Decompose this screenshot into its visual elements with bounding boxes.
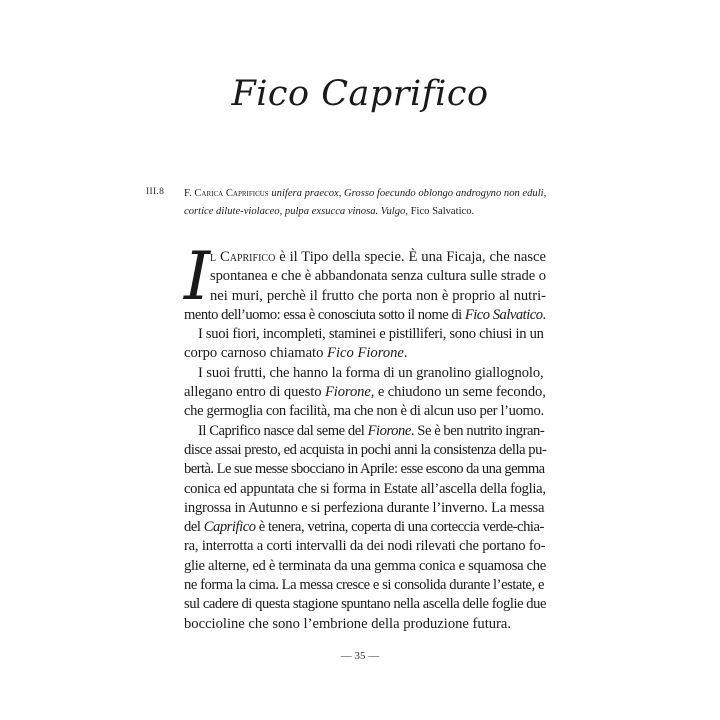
latin-description-1: unifera praecox, Grosso foecundo oblongo androgyno non eduli, [268,188,547,199]
latin-description-2: cortice dilute-violaceo, pulpa exsucca vinosa. Vulgo, [184,206,408,217]
page-number: — 35 — [340,650,380,662]
paragraph-4-line-6: del Caprifico è tenera, vetrina, coperta di una corteccia verde-chia- [184,519,544,536]
paragraph-4-line-2: disce assai presto, ed acquista in pochi anni la consistenza della pu- [184,441,547,458]
botanical-citation [184,185,546,221]
paragraph-4-line-5: ingrossa in Autunno e si perfeziona durante l’inverno. La messa [184,499,545,516]
paragraph-1-line-2: spontanea e che è abbandonata senza cultura sulle strade o [210,268,546,285]
reference-label: III.8 [146,187,165,197]
paragraph-4-line-9: ne forma la cima. La messa cresce e si consolida durante l’estate, e [184,577,545,594]
paragraph-4-line-7: ra, interrotta a corti intervalli da dei nodi rilevati che portano fo- [184,538,546,555]
paragraph-1-line-4: mento dell’uomo: essa è conosciuta sotto il nome di Fico Salvatico. [184,306,546,323]
vulgar-name: Fico Salvatico. [407,206,475,217]
paragraph-1-line-1: l Caprifico è il Tipo della specie. È una Ficaja, che nasce [210,249,547,265]
paragraph-4-line-11: boccioline che sono l’embrione della produzione futura. [184,615,512,632]
paragraph-3-line-3: che germoglia con facilità, ma che non è di alcun uso per l’uomo. [184,403,544,420]
paragraph-4-line-3: bertà. Le sue messe sbocciano in Aprile: esse escono da una gemma [184,461,545,478]
drop-cap: I [184,238,211,315]
species-name: F. Carica Caprificus [184,188,269,199]
paragraph-4-line-8: glie alterne, ed è terminata da una gemma conica e squamosa che [184,557,546,574]
paragraph-3-line-2: allegano entro di questo Fiorone, e chiudono un seme fecondo, [184,384,546,401]
paragraph-2-line-2: corpo carnoso chiamato Fico Fiorone. [184,345,408,362]
paragraph-1-line-3: nei muri, perchè il frutto che porta non è proprio al nutri- [210,287,546,304]
paragraph-2-line-1: I suoi fiori, incompleti, staminei e pistilliferi, sono chiusi in un [198,326,544,343]
paragraph-4-line-10: sul cadere di questa stagione spuntano nella ascella delle foglie due [184,596,547,613]
paragraph-4-line-4: conica ed appuntata che si forma in Estate all’ascella della foglia, [184,480,546,497]
page-title: Fico Caprifico [231,74,489,114]
body-text [184,248,546,634]
paragraph-3-line-1: I suoi frutti, che hanno la forma di un granolino giallognolo, [198,364,544,381]
paragraph-4-line-1: Il Caprifico nasce dal seme del Fiorone. Se è ben nutrito ingran- [198,422,545,439]
